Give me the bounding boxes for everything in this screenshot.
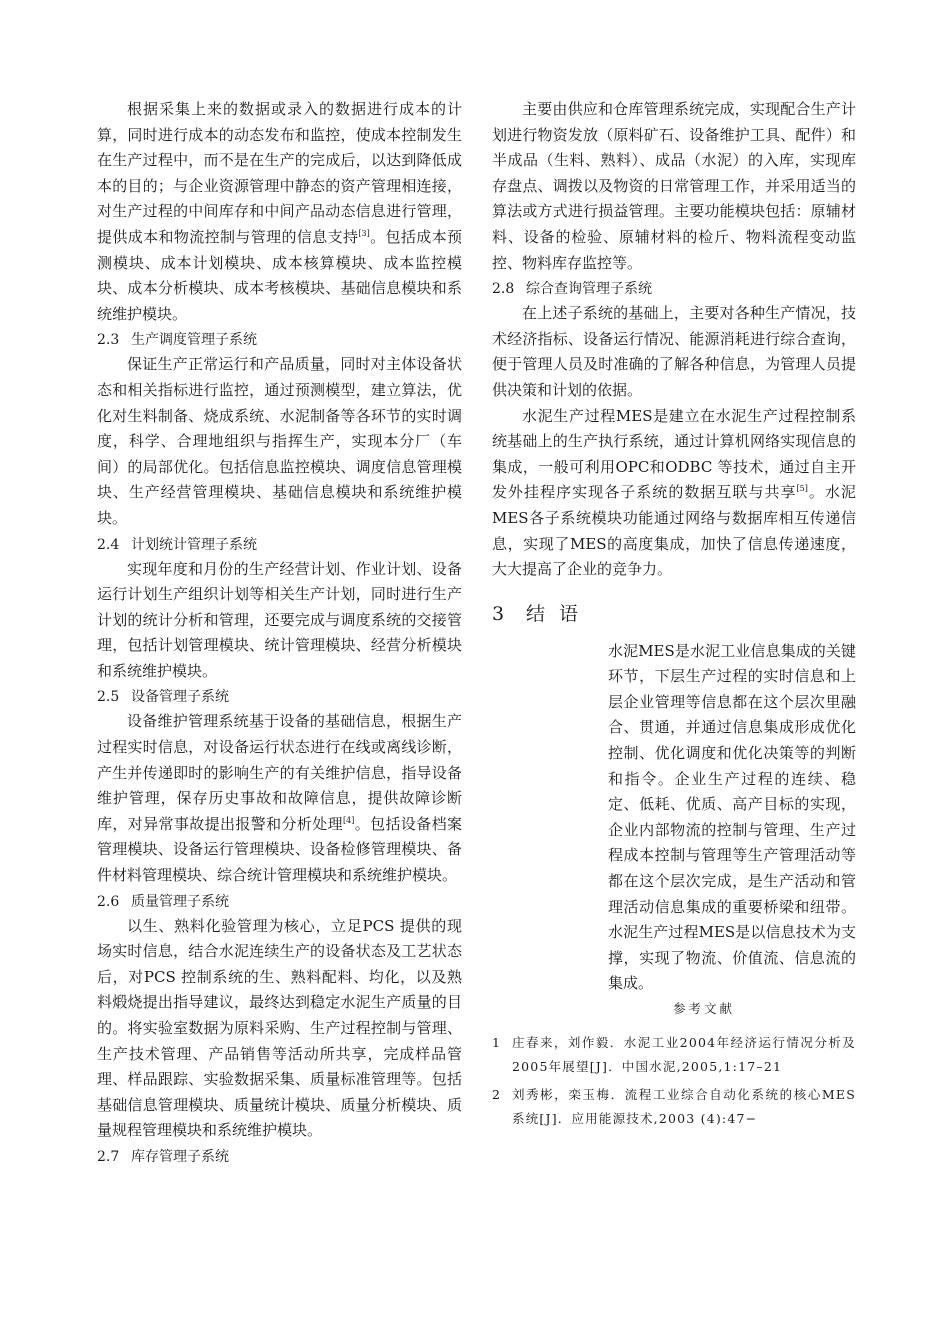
right-column [492, 97, 856, 1135]
cost-text: 根据采集上来的数据或录入的数据进行成本的计算，同时进行成本的动态发布和监控，使成本控制发生在生产过程中，而不是在生产的完成后，以达到降低成本的目的；与企业资源管理中静态的资产管理相连接，对生产过程的中间库存和中间产品动态信息进行管理，提供成本和物流控制与管理的信息支持 [97, 100, 462, 246]
section-2-7-heading: 2.7 库存管理子系统 [97, 1148, 229, 1165]
citation-3[interactable]: [3] [358, 228, 370, 238]
section-2-5-heading: 2.5 设备管理子系统 [97, 689, 229, 706]
mes-paragraph: 水泥生产过程MES是建立在水泥生产过程控制系统基础上的生产执行系统，通过计算机网络实现信息的集成，一般可利用OPC和ODBC 等技术，通过自主开发外挂程序实现各子系统的数据互联与共享[5]。水泥MES各子系统模块功能通过网络与数据库相互传递信息，实现了MES的高度集成，加快了信息传递速度，大大提高了企业的竞争力。 [492, 406, 856, 579]
chapter-3-heading: 3 结语 [492, 602, 593, 625]
section-2-4-body: 实现年度和月份的生产经营计划、作业计划、设备运行计划生产组织计划等相关生产计划，同时进行生产计划的统计分析和管理，还要完成与调度系统的交接管理，包括计划管理模块、统计管理模块、经营分析模块和系统维护模块。 [97, 559, 462, 680]
section-2-3-heading: 2.3 生产调度管理子系统 [97, 332, 257, 349]
cost-paragraph [97, 97, 462, 327]
section-2-5-body: 设备维护管理系统基于设备的基础信息，根据生产过程实时信息，对设备运行状态进行在线或离线诊断，产生并传递即时的影响生产的有关维护信息，指导设备维护管理，保存历史事故和故障信息，提供故障诊断库，对异常事故提出报警和分析处理[4]。包括设备档案管理模块、设备运行管理模块、设备检修管理模块、备件材料管理模块、综合统计管理模块和系统维护模块。 [97, 712, 462, 885]
section-2-8-heading: 2.8 综合查询管理子系统 [492, 281, 652, 298]
section-2-3-body: 保证生产正常运行和产品质量，同时对主体设备状态和相关指标进行监控，通过预测模型，建立算法，优化对生料制备、烧成系统、水泥制备等各环节的实时调度，科学、合理地组织与指挥生产，实现本分厂（车间）的局部优化。包括信息监控模块、调度信息管理模块、生产经营管理模块、基础信息模块和系统维护模块。 [97, 355, 462, 527]
citation-4[interactable]: [4] [343, 815, 355, 825]
section-2-8-body: 在上述子系统的基础上，主要对各种生产情况，技术经济指标、设备运行情况、能源消耗进行综合查询，便于管理人员及时准确的了解各种信息，为管理人员提供决策和计划的依据。 [492, 304, 856, 399]
section-2-4-heading: 2.4 计划统计管理子系统 [97, 536, 257, 553]
conclusion-paragraph: 水泥MES是水泥工业信息集成的关键环节，下层生产过程的实时信息和上层企业管理等信息都在这个层次里融合、贯通，并通过信息集成形成优化控制、优化调度和优化决策等的判断和指令。企业生产过程的连续、稳定、低耗、优质、高产目标的实现，企业内部物流的控制与管理、生产过程成本控制与管理等生产管理活动等都在这个层次完成，是生产活动和管理活动信息集成的重要桥梁和纽带。水泥生产过程MES是以信息技术为支撑，实现了物流、价值流、信息流的集成。 [608, 641, 856, 993]
section-2-7-body: 主要由供应和仓库管理系统完成，实现配合生产计划进行物资发放（原料矿石、设备维护工具、配件）和半成品（生料、熟料）、成品（水泥）的入库，实现库存盘点、调拨以及物资的日常管理工作，并采用适当的算法或方式进行损益管理。主要功能模块包括：原辅材料、设备的检验、原辅材料的检斤、物料流程变动监控、物料库存监控等。 [492, 100, 856, 272]
section-2-6-heading: 2.6 质量管理子系统 [97, 893, 229, 910]
reference-item: 1 庄春来，刘作毅．水泥工业2004年经济运行情况分析及2005年展望[J]．中国水泥,2005,1:17–21 [492, 1035, 856, 1074]
section-2-6-body: 以生、熟料化验管理为核心，立足PCS 提供的现场实时信息，结合水泥连续生产的设备状态及工艺状态后，对PCS 控制系统的生、熟料配料、均化，以及熟料煅烧提出指导建议，最终达到稳定水泥生产质量的目的。将实验室数据为原料采购、生产过程控制与管理、生产技术管理、产品销售等活动所共享，完成样品管理、样品跟踪、实验数据采集、质量标准管理等。包括基础信息管理模块、质量统计模块、质量分析模块、质量规程管理模块和系统维护模块。 [97, 916, 462, 1140]
reference-item: 2 刘秀彬，栾玉梅．流程工业综合自动化系统的核心MES系统[J]．应用能源技术,2003 (4):47− [492, 1087, 856, 1126]
cost-text-tail: 。包括成本预测模块、成本计划模块、成本核算模块、成本监控模块、成本分析模块、成本考核模块、基础信息模块和系统维护模块。 [97, 227, 462, 323]
references-title: 参考文献 [672, 1001, 735, 1016]
left-column [97, 97, 462, 1169]
citation-5[interactable]: [5] [796, 484, 808, 494]
